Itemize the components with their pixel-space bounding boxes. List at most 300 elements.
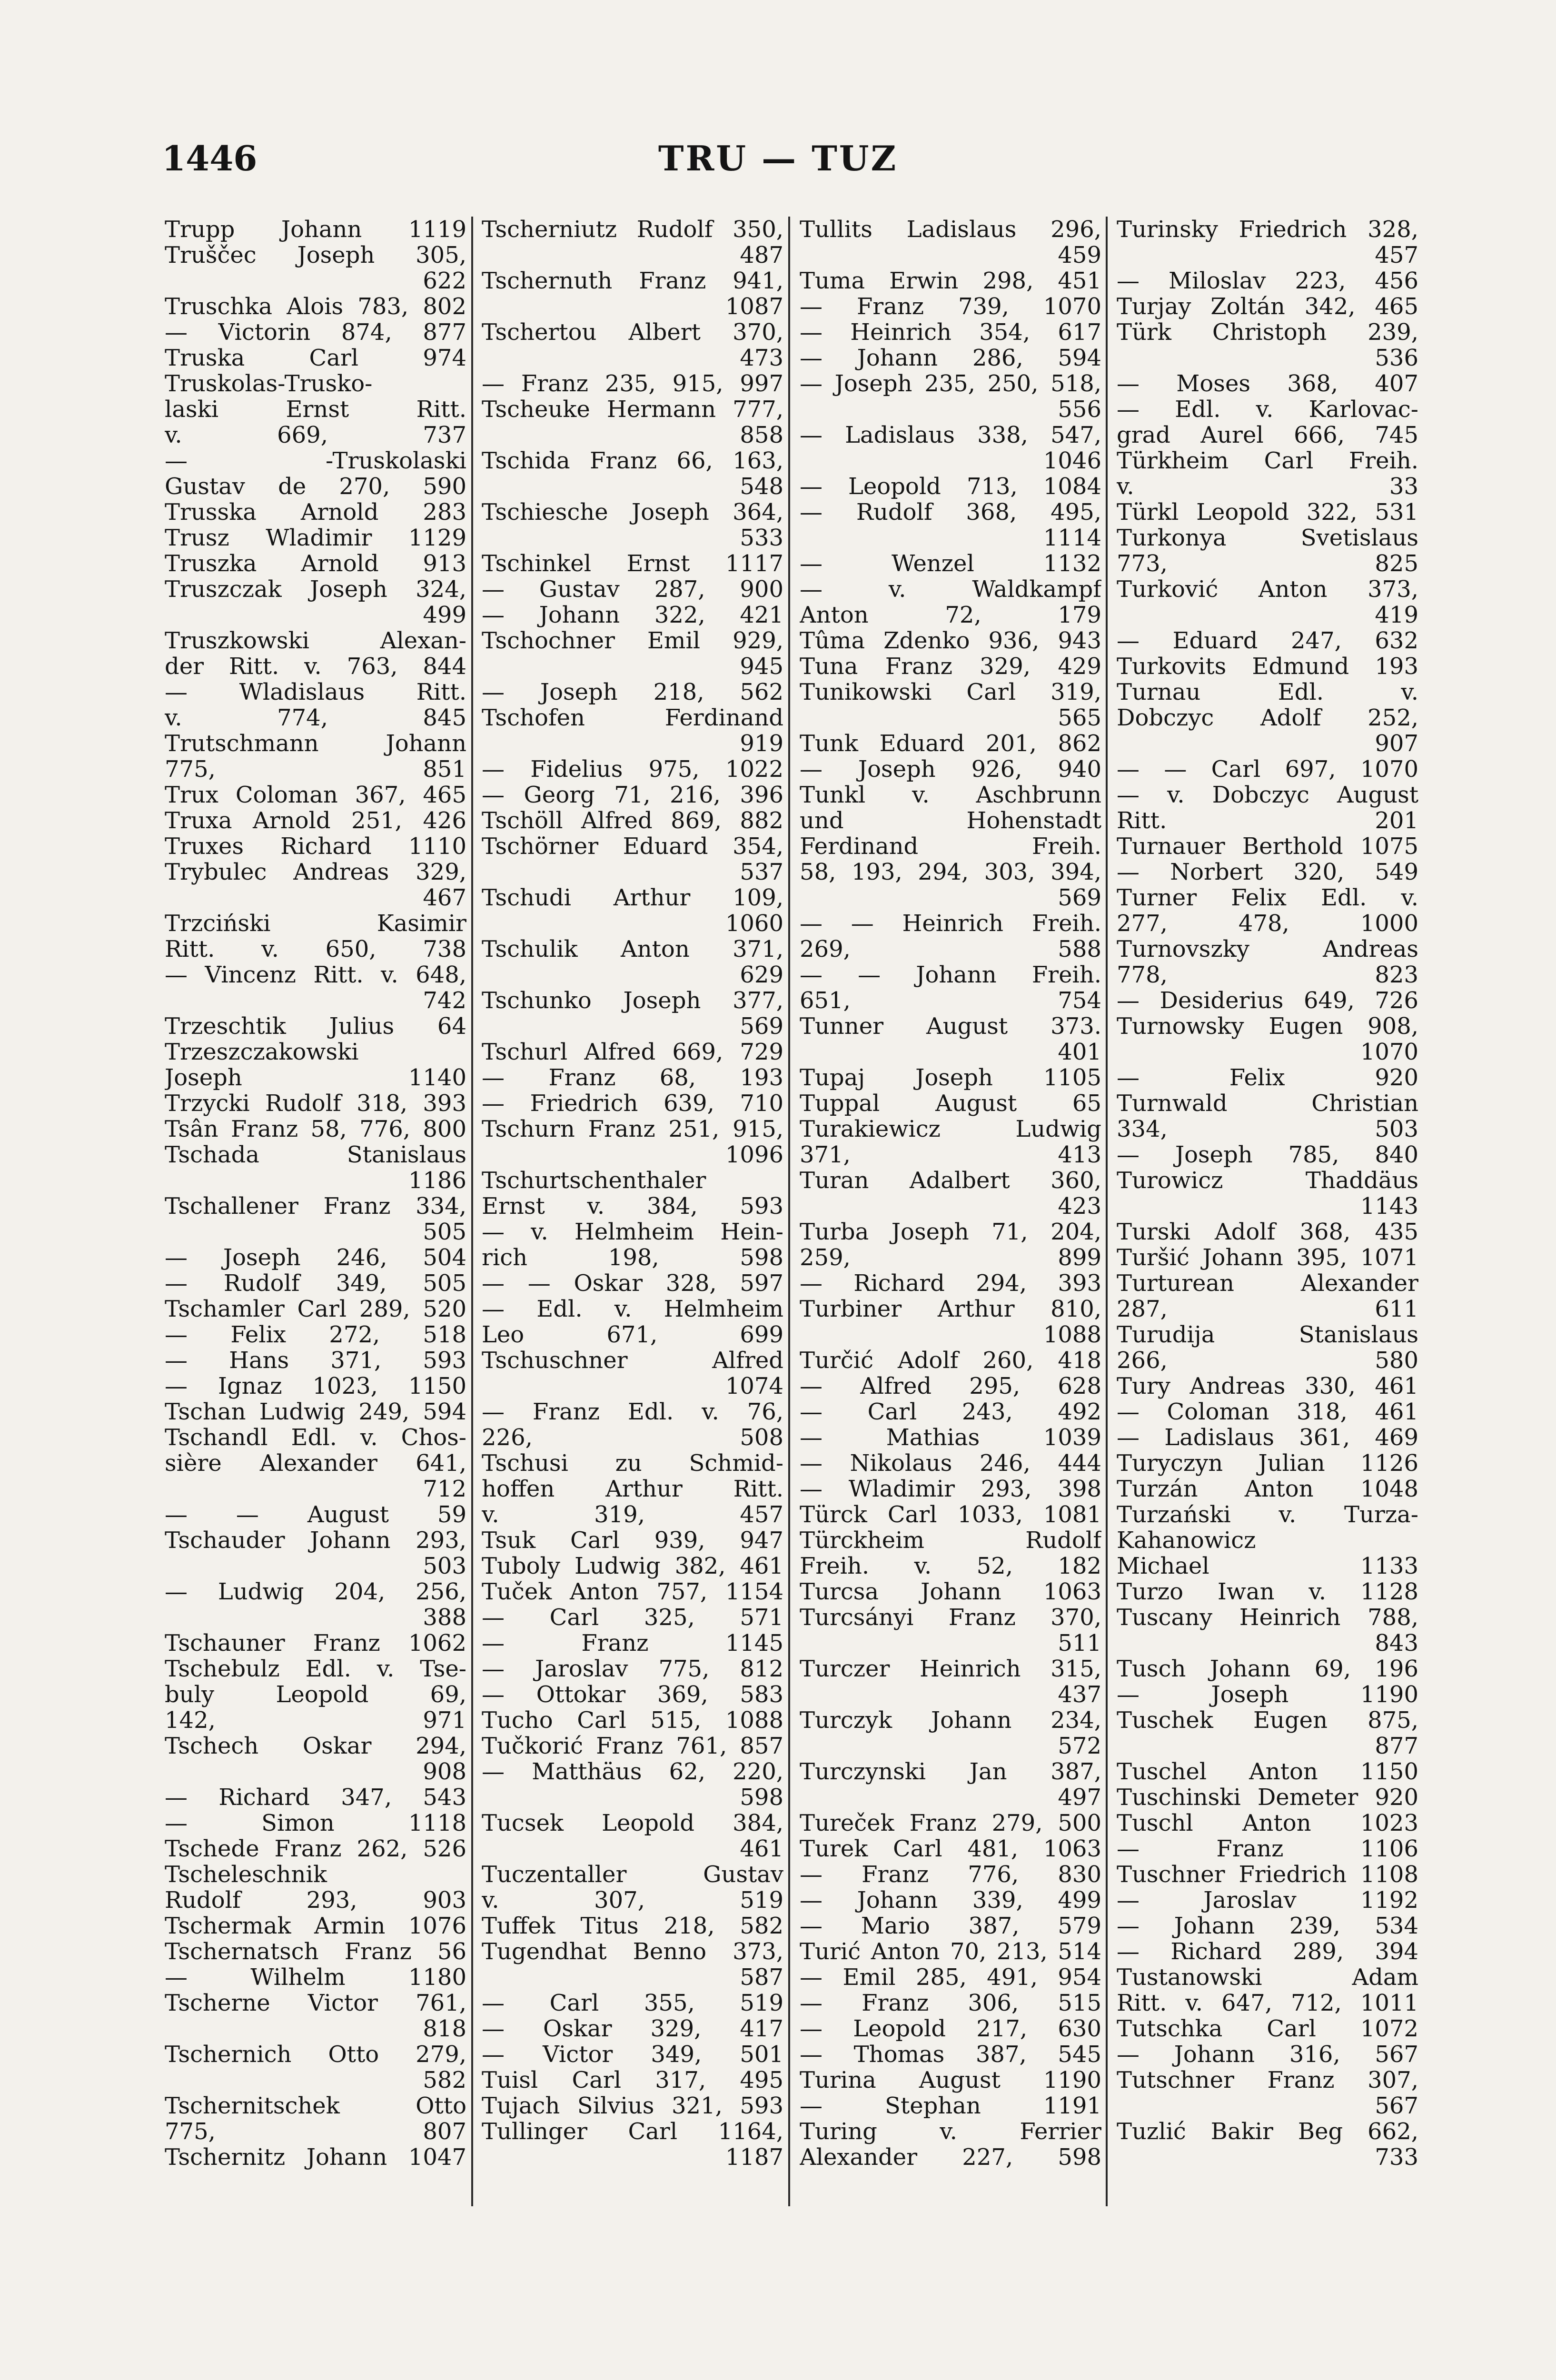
index-entry [165,1630,466,1656]
index-entry-continuation: und Hohenstadt [800,807,1101,834]
index-entry-continuation: Michael 1133 [1117,1553,1418,1579]
index-entry [482,1579,783,1605]
index-entry-heading: Tunkl v. Aschbrunn [800,782,1101,808]
index-entry-heading: — Thomas 387, 545 [800,2041,1101,2068]
index-entry-heading: Trybulec Andreas 329, [165,859,466,885]
index-entry-heading: — Wilhelm 1180 [165,1964,466,1991]
index-entry-heading: Turner Felix Edl. v. [1117,884,1418,911]
index-entry-heading: — Emil 285, 491, 954 [800,1964,1101,1991]
index-entry-heading: Trzycki Rudolf 318, 393 [165,1090,466,1117]
index-entry [482,705,783,756]
index-entry-continuation: 572 [1058,1733,1101,1759]
index-entry [1117,2042,1418,2067]
index-entry-heading: Tustanowski Adam [1117,1964,1418,1991]
index-entry [800,1373,1101,1399]
index-entry-heading: Turzán Anton 1048 [1117,1476,1418,1502]
index-entry [482,2093,783,2119]
index-entry-continuation: 773, 825 [1117,550,1418,577]
index-entry-continuation: 269, 588 [800,936,1101,962]
index-entry-continuation: grad Aurel 666, 745 [1117,422,1418,448]
index-entry [165,962,466,1013]
index-entry [1117,679,1418,756]
index-entry [800,2093,1101,2119]
index-entry-heading: Turski Adolf 368, 435 [1117,1219,1418,1245]
index-entry [482,268,783,319]
index-entry [482,397,783,448]
index-entry-heading: — -Truskolaski [165,447,466,474]
index-entry-heading: — Norbert 320, 549 [1117,859,1418,885]
index-entry-heading: Turakiewicz Ludwig [800,1116,1101,1142]
index-entry-heading: Türck Carl 1033, 1081 [800,1501,1101,1528]
index-entry-heading: Tschandl Edl. v. Chos- [165,1424,466,1451]
index-entry [800,1065,1101,1091]
index-entry [165,551,466,576]
index-entry [1117,2119,1418,2170]
index-entry [482,1682,783,1707]
index-entry [1117,833,1418,859]
index-entry [800,1527,1101,1579]
index-entry [165,833,466,859]
index-entry-heading: — Johann 286, 594 [800,345,1101,371]
index-entry [482,885,783,936]
index-entry [482,1450,783,1527]
index-entry [165,1862,466,1913]
index-entry-continuation: Rudolf 293, 903 [165,1887,466,1914]
index-entry-heading: — — Oskar 328, 597 [482,1270,783,1297]
index-entry [800,1759,1101,1810]
index-entry-heading: — Ludwig 204, 256, [165,1578,466,1605]
index-entry-heading: — Mario 387, 579 [800,1913,1101,1939]
index-entry [800,1939,1101,1964]
index-entry [482,2119,783,2170]
index-entry-heading: Turyczyn Julian 1126 [1117,1450,1418,1477]
index-entry [165,859,466,911]
index-entry-heading: Turbiner Arthur 810, [800,1296,1101,1322]
index-entry [1117,1091,1418,1142]
index-entry-heading: Tschan Ludwig 249, 594 [165,1398,466,1425]
index-entry-continuation: 1096 [725,1141,783,1168]
index-entry [800,911,1101,962]
index-entry-heading: Trzciński Kasimir [165,910,466,937]
index-entry-heading: Trusska Arnold 283 [165,499,466,526]
index-entry [482,1759,783,1810]
index-entry [165,1836,466,1862]
index-entry-continuation: 419 [1375,602,1418,628]
index-entry [482,371,783,397]
index-entry [165,525,466,551]
index-entry-heading: — Joseph 218, 562 [482,679,783,705]
index-entry [800,756,1101,782]
index-entry-continuation: 1070 [1360,1039,1418,1065]
index-entry-heading: Trusz Wladimir 1129 [165,525,466,551]
index-entry-heading: Tschöll Alfred 869, 882 [482,807,783,834]
index-entry [1117,371,1418,397]
index-entry-continuation: Leo 671, 699 [482,1321,783,1348]
index-entry [165,242,466,294]
index-entry [1117,1707,1418,1759]
index-entry [1117,1013,1418,1065]
index-entry-heading: — v. Helmheim Hein- [482,1219,783,1245]
index-entry-heading: Turzański v. Turza- [1117,1501,1418,1528]
index-entry-continuation: 877 [1375,1733,1418,1759]
index-entry-continuation: v. 774, 845 [165,704,466,731]
index-entry [165,782,466,808]
index-entry-heading: — Wenzel 1132 [800,550,1101,577]
index-entry [165,2042,466,2093]
index-entry-heading: Tschede Franz 262, 526 [165,1835,466,1862]
index-entry-continuation: 1074 [725,1373,783,1399]
index-entry-heading: Turnovszky Andreas [1117,936,1418,962]
index-entry-continuation: 334, 503 [1117,1116,1418,1142]
index-entry [1117,448,1418,499]
index-entry-heading: Turkonya Svetislaus [1117,525,1418,551]
index-entry-continuation: 582 [423,2067,466,2093]
index-entry-heading: — Simon 1118 [165,1810,466,1836]
index-entry-heading: Tschulik Anton 371, [482,936,783,962]
index-entry [482,1939,783,1990]
index-entry [1117,1913,1418,1939]
page-header [0,138,1556,195]
index-entry [800,1862,1101,1887]
index-entry-heading: Tuzlić Bakir Beg 662, [1117,2118,1418,2145]
index-entry-heading: Tschada Stanislaus [165,1141,466,1168]
index-entry-heading: Tschurtschenthaler [482,1167,706,1194]
index-entry [165,731,466,782]
index-entry-heading: Turjay Zoltán 342, 465 [1117,293,1418,320]
index-entry-heading: Trzeschtik Julius 64 [165,1013,466,1040]
index-entry [165,1013,466,1039]
index-entry [482,1553,783,1579]
index-entry [165,345,466,371]
index-entry [165,1399,466,1425]
index-entry [1117,1219,1418,1245]
index-entry-heading: — v. Dobczyc August [1117,782,1418,808]
index-entry-heading: Tutschner Franz 307, [1117,2067,1418,2093]
index-entry [165,1322,466,1348]
column-divider [471,217,473,2206]
index-entry-heading: — Miloslav 223, 456 [1117,268,1418,294]
index-entry-heading: — Johann 339, 499 [800,1887,1101,1914]
index-entry-heading: Tschernatsch Franz 56 [165,1938,466,1965]
index-entry-heading: Türkl Leopold 322, 531 [1117,499,1418,526]
index-entry-heading: — Hans 371, 593 [165,1347,466,1374]
index-entry-heading: — Felix 272, 518 [165,1321,466,1348]
index-entry [1117,2016,1418,2042]
index-entry-heading: — Franz 306, 515 [800,1990,1101,2016]
index-entry-continuation: laski Ernst Ritt. [165,396,466,423]
index-entry-heading: Turczyk Johann 234, [800,1707,1101,1734]
index-entry-heading: Truxa Arnold 251, 426 [165,807,466,834]
index-entry [800,1450,1101,1476]
index-entry [482,782,783,808]
index-entry-continuation: 843 [1375,1630,1418,1656]
index-entry-heading: Tsân Franz 58, 776, 800 [165,1116,466,1142]
index-entry [1117,1322,1418,1373]
index-entry [482,988,783,1039]
index-entry-heading: Tunk Eduard 201, 862 [800,730,1101,757]
index-entry [800,1810,1101,1836]
index-entry [482,1913,783,1939]
index-entry-continuation: Anton 72, 179 [800,602,1101,628]
index-entry-heading: Turing v. Ferrier [800,2118,1101,2145]
index-entry [165,1964,466,1990]
index-entry [482,448,783,499]
index-entry-continuation: 277, 478, 1000 [1117,910,1418,937]
index-entry-heading: — Franz Edl. v. 76, [482,1398,783,1425]
index-entry [165,911,466,962]
index-entry-heading: Tschusi zu Schmid- [482,1450,783,1477]
index-entry [1117,1964,1418,2016]
index-entry-continuation: 775, 851 [165,756,466,783]
index-entry [1117,268,1418,294]
index-entry [1117,1399,1418,1425]
index-entry-heading: Turzo Iwan v. 1128 [1117,1578,1418,1605]
index-entry-heading: — Desiderius 649, 726 [1117,987,1418,1014]
index-entry-heading: Tuisl Carl 317, 495 [482,2067,783,2093]
index-entry-heading: Tugendhat Benno 373, [482,1938,783,1965]
index-entry-heading: Tullinger Carl 1164, [482,2118,783,2145]
index-entry-continuation: 567 [1375,2092,1418,2119]
index-entry-heading: — — Carl 697, 1070 [1117,756,1418,783]
index-entry-heading: Truxes Richard 1110 [165,833,466,860]
index-entry [1117,1450,1418,1476]
index-entry-continuation: 712 [423,1476,466,1502]
index-entry-continuation: Ritt. 201 [1117,807,1418,834]
index-entry [165,1091,466,1116]
index-entry-heading: Tschermak Armin 1076 [165,1913,466,1939]
index-entry-heading: — Friedrich 639, 710 [482,1090,783,1117]
index-entry [165,1785,466,1810]
index-entry [800,551,1101,576]
index-entry-continuation: 565 [1058,704,1101,731]
index-entry [165,499,466,525]
index-entry-heading: Tscherne Victor 761, [165,1990,466,2016]
index-entry [165,1039,466,1091]
index-entry [800,2042,1101,2067]
index-entry-heading: — Richard 294, 393 [800,1270,1101,1297]
index-entry-heading: Tuschel Anton 1150 [1117,1758,1418,1785]
index-entry [165,1913,466,1939]
index-entry-heading: Tureček Franz 279, 500 [800,1810,1101,1836]
index-entry-continuation: 556 [1058,396,1101,423]
index-entry-continuation: 1088 [1043,1321,1101,1348]
index-entry-heading: Tschallener Franz 334, [165,1193,466,1220]
index-entry [1117,654,1418,679]
index-entry [800,1656,1101,1707]
index-entry-heading: — Johann 322, 421 [482,602,783,628]
index-entry-heading: — Johann 316, 567 [1117,2041,1418,2068]
index-entry-heading: — v. Waldkampf [800,576,1101,603]
index-entry [800,1091,1101,1116]
column-divider [1106,217,1108,2206]
index-entry-heading: — Franz 1106 [1117,1835,1418,1862]
index-entry [482,1091,783,1116]
index-entry-heading: Tuna Franz 329, 429 [800,653,1101,680]
index-entry-continuation: 467 [423,884,466,911]
index-entry [165,1939,466,1964]
index-entry-heading: Tûma Zdenko 936, 943 [800,627,1101,654]
index-entry-heading: Tuppal August 65 [800,1090,1101,1117]
column-divider [788,217,790,2206]
index-entry-heading: — Franz 739, 1070 [800,293,1101,320]
index-entry-heading: Tuczentaller Gustav [482,1861,783,1888]
index-entry-heading: Tschertou Albert 370, [482,319,783,346]
index-entry-continuation: buly Leopold 69, [165,1681,466,1708]
index-column-1 [165,217,466,2206]
index-entry-continuation: Dobczyc Adolf 252, [1117,704,1418,731]
index-entry [482,2067,783,2093]
index-entry-continuation: 818 [423,2015,466,2042]
index-entry-heading: Tschörner Eduard 354, [482,833,783,860]
index-entry [800,731,1101,756]
index-entry-heading: Turcsányi Franz 370, [800,1604,1101,1631]
index-entry [165,1142,466,1193]
index-entry [482,1707,783,1733]
index-entry [800,319,1101,345]
index-entry [1117,1502,1418,1579]
index-entry [800,1348,1101,1373]
index-entry-heading: Trzeszczakowski [165,1039,359,1065]
index-entry [165,1990,466,2042]
index-entry-heading: Tucho Carl 515, 1088 [482,1707,783,1734]
index-entry [1117,2067,1418,2119]
index-entry [800,371,1101,422]
index-entry-heading: — Vincenz Ritt. v. 648, [165,962,466,988]
index-entry-continuation: 775, 807 [165,2118,466,2145]
index-entry [800,962,1101,1013]
index-entry [1117,936,1418,988]
index-entry [800,1270,1101,1296]
index-entry [800,474,1101,499]
index-entry-continuation: 487 [740,242,783,268]
index-entry-continuation: Joseph 1140 [165,1064,466,1091]
index-entry-heading: — Rudolf 349, 505 [165,1270,466,1297]
index-entry-heading: Tujach Silvius 321, 593 [482,2092,783,2119]
index-entry [482,808,783,833]
index-entry-continuation: 505 [423,1219,466,1245]
index-entry-heading: Tullits Ladislaus 296, [800,217,1101,243]
index-entry [800,1707,1101,1759]
index-entry-heading: — Edl. v. Helmheim [482,1296,783,1322]
index-entry-heading: — — Heinrich Freih. [800,910,1101,937]
index-entry [1117,1759,1418,1785]
index-entry [482,2042,783,2067]
index-entry [1117,499,1418,525]
index-entry-continuation: 1186 [408,1167,466,1194]
index-entry-continuation: v. 307, 519 [482,1887,783,1914]
index-entry [165,294,466,319]
index-entry-continuation: 569 [1058,884,1101,911]
index-entry-heading: — Joseph 1190 [1117,1681,1418,1708]
index-entry [800,2016,1101,2042]
index-entry [482,628,783,679]
index-entry [1117,1862,1418,1887]
index-entry-continuation: 461 [740,1835,783,1862]
index-column-3 [800,217,1101,2206]
index-entry [800,1425,1101,1450]
index-entry [1117,1245,1418,1270]
index-entry-heading: Truschka Alois 783, 802 [165,293,466,320]
index-entry-heading: — Leopold 713, 1084 [800,473,1101,500]
index-entry-heading: — Ottokar 369, 583 [482,1681,783,1708]
index-entry [800,782,1101,911]
index-entry-continuation: 548 [740,473,783,500]
index-entry [482,1656,783,1682]
index-entry-continuation: Gustav de 270, 590 [165,473,466,500]
index-entry-heading: — Alfred 295, 628 [800,1373,1101,1399]
index-entry-heading: — Richard 289, 394 [1117,1938,1418,1965]
index-entry [482,1527,783,1553]
index-entry-heading: Tschernuth Franz 941, [482,268,783,294]
index-entry [482,576,783,602]
index-entry-continuation: 423 [1058,1193,1101,1220]
index-entry-heading: — Joseph 235, 250, 518, [800,370,1101,397]
index-entry [482,1039,783,1065]
index-entry-continuation: 1114 [1043,525,1101,551]
index-entry-heading: Tunner August 373. [800,1013,1101,1040]
index-entry-heading: — Ignaz 1023, 1150 [165,1373,466,1399]
index-entry [165,217,466,242]
index-entry-heading: — Fidelius 975, 1022 [482,756,783,783]
index-entry [482,1990,783,2016]
index-entry-heading: Türk Christoph 239, [1117,319,1418,346]
index-entry-heading: Tschuschner Alfred [482,1347,783,1374]
index-entry [165,1270,466,1296]
index-entry-heading: — Victorin 874, 877 [165,319,466,346]
index-entry-continuation: Alexander 227, 598 [800,2144,1101,2171]
index-entry-continuation: 907 [1375,730,1418,757]
index-entry-heading: — Franz 1145 [482,1630,783,1656]
index-entry-continuation: 401 [1058,1039,1101,1065]
index-entry-heading: — Franz 68, 193 [482,1064,783,1091]
index-entry [800,1116,1101,1168]
index-entry-heading: Turnau Edl. v. [1117,679,1418,705]
index-entry-heading: Turnwald Christian [1117,1090,1418,1117]
index-entry-continuation: 587 [740,1964,783,1991]
index-entry-heading: Tučkorić Franz 761, 857 [482,1733,783,1759]
index-entry-heading: — Jaroslav 1192 [1117,1887,1418,1914]
index-entry [482,1810,783,1862]
index-entry-continuation: 58, 193, 294, 303, 394, [800,859,1101,885]
index-entry [165,1193,466,1245]
index-entry-heading: — Stephan 1191 [800,2092,1101,2119]
index-entry-heading: — Joseph 785, 840 [1117,1141,1418,1168]
index-entry-heading: Turina August 1190 [800,2067,1101,2093]
index-entry-continuation: 1143 [1360,1193,1418,1220]
index-entry-continuation: 287, 611 [1117,1296,1418,1322]
index-entry [800,576,1101,628]
index-entry [482,1219,783,1270]
index-entry [165,1502,466,1527]
index-entry-continuation: sière Alexander 641, [165,1450,466,1477]
index-entry [1117,988,1418,1013]
index-entry-heading: Tschauner Franz 1062 [165,1630,466,1656]
index-entry-heading: — Matthäus 62, 220, [482,1758,783,1785]
index-entry [482,2016,783,2042]
index-entry-continuation: Kahanowicz [1117,1527,1256,1554]
index-entry-heading: Trutschmann Johann [165,730,466,757]
index-column-2 [482,217,783,2206]
index-entry [482,1168,783,1219]
index-entry [800,1990,1101,2016]
index-entry [482,1862,783,1913]
index-entry-continuation: 457 [1375,242,1418,268]
index-entry [165,2093,466,2144]
index-entry [1117,1065,1418,1091]
index-entry-continuation: 908 [423,1758,466,1785]
index-entry [165,1733,466,1785]
index-entry-heading: Tschech Oskar 294, [165,1733,466,1759]
